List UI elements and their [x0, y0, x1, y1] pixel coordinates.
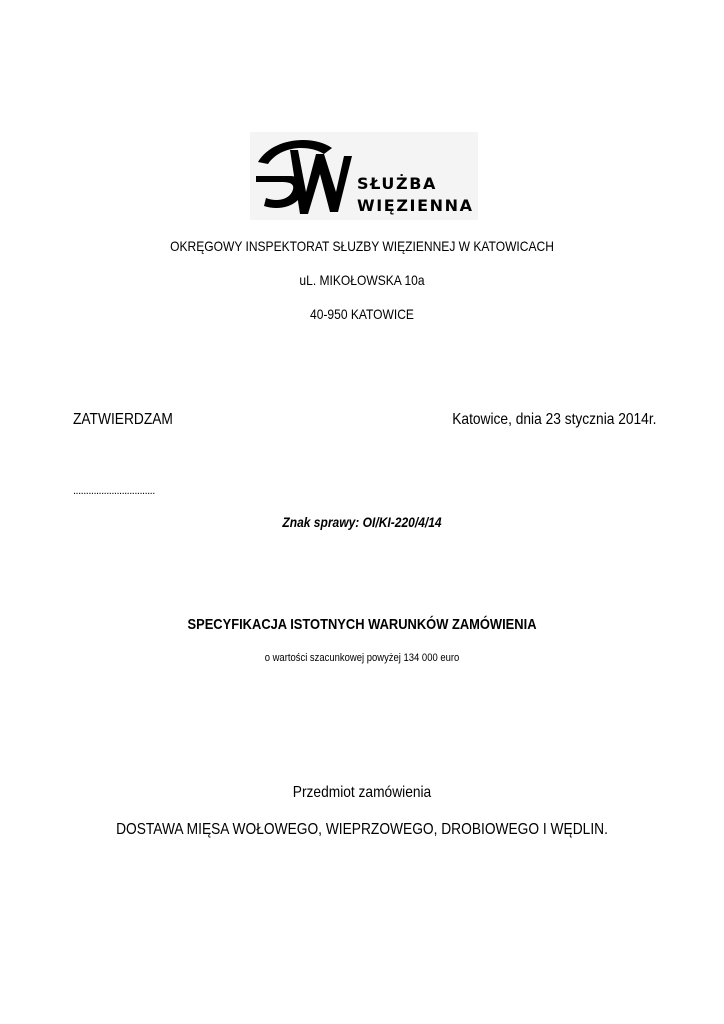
- service-logo: [250, 132, 478, 220]
- logo-text-line2: WIĘZIENNA: [357, 196, 474, 215]
- logo-emblem-icon: [250, 132, 360, 220]
- order-subject-label: Przedmiot zamówienia: [292, 784, 432, 801]
- document-subtitle: o wartości szacunkowej powyżej 134 000 euro: [264, 652, 460, 664]
- document-title: SPECYFIKACJA ISTOTNYCH WARUNKÓW ZAMÓWIENIA: [187, 616, 537, 633]
- postal-city: 40-950 KATOWICE: [310, 306, 414, 322]
- approval-label: ZATWIERDZAM: [73, 411, 173, 428]
- order-subject-value: DOSTAWA MIĘSA WOŁOWEGO, WIEPRZOWEGO, DROBIOWEGO I WĘDLIN.: [116, 821, 608, 838]
- place-date: Katowice, dnia 23 stycznia 2014r.: [451, 411, 656, 428]
- signature-line: ................................: [73, 485, 155, 497]
- institution-name: OKRĘGOWY INSPEKTORAT SŁUZBY WIĘZIENNEJ W KATOWICACH: [170, 238, 554, 254]
- case-reference: Znak sprawy: OI/KI-220/4/14: [282, 514, 442, 530]
- street-address: uL. MIKOŁOWSKA 10a: [299, 272, 425, 288]
- logo-text-line1: SŁUŻBA: [357, 174, 437, 193]
